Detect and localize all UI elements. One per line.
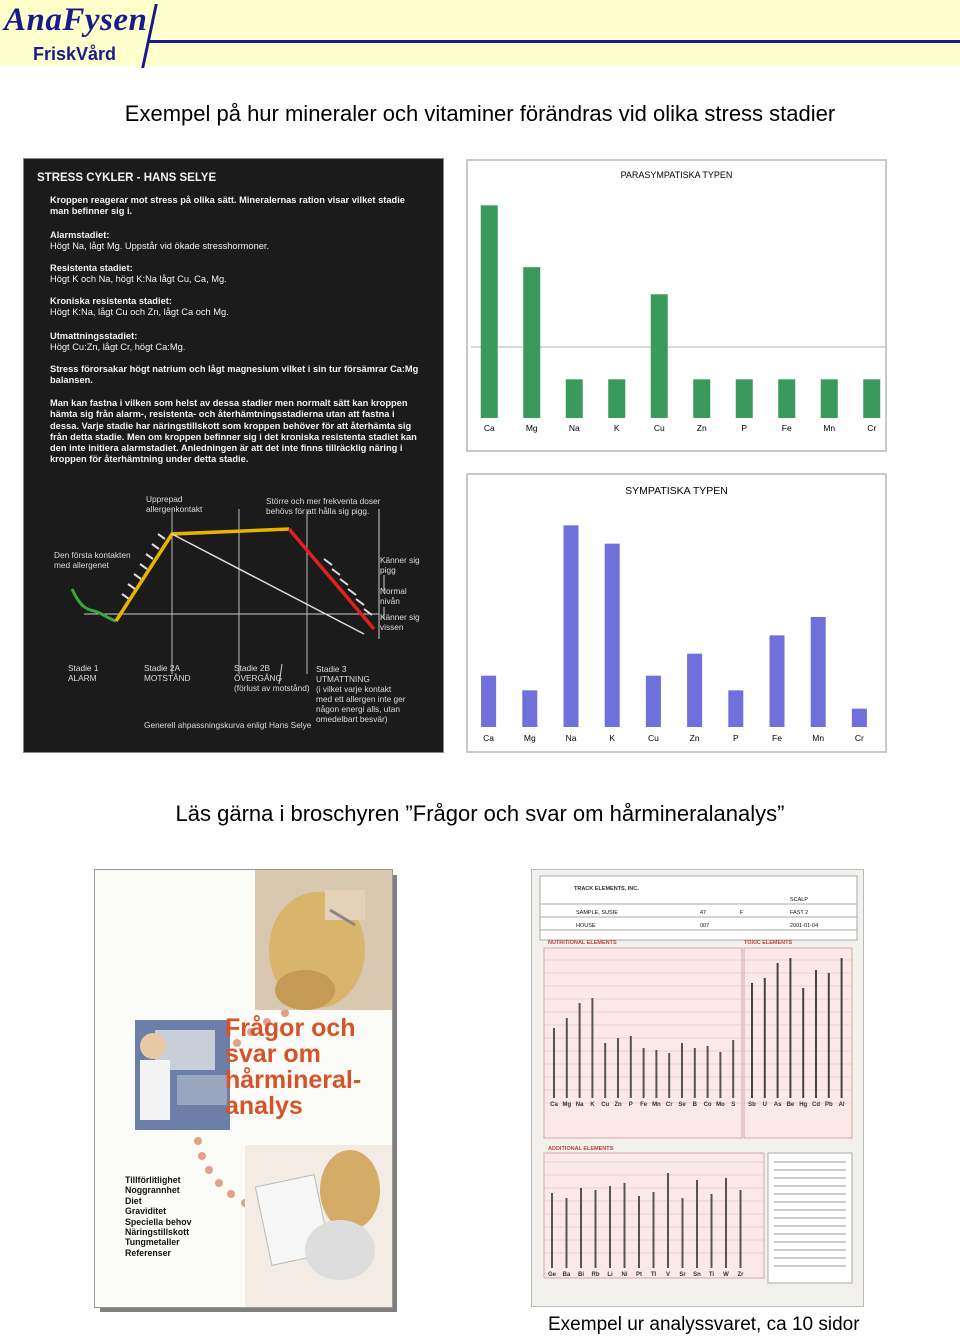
stage-name: Utmattningsstadiet: — [50, 331, 138, 341]
report-nutri-symbol: K — [590, 1102, 595, 1108]
chart-tick-label: P — [741, 423, 748, 433]
report-additional-symbol: Tl — [650, 1272, 657, 1278]
chart-tick-label: Fe — [781, 423, 792, 433]
chart-tick-label: Mg — [525, 423, 538, 433]
label-stadie2a-sub: MOTSTÅND — [144, 673, 191, 683]
report-additional-heading: ADDITIONAL ELEMENTS — [548, 1146, 614, 1152]
chart-title: SYMPATISKA TYPEN — [625, 485, 728, 497]
report-nutri-bar — [732, 1040, 734, 1098]
booklet-list-item: Graviditet — [125, 1206, 167, 1217]
booklet-title-line: analys — [225, 1092, 303, 1120]
report-toxic-bar — [802, 988, 804, 1098]
chart-bar — [687, 654, 702, 727]
stage-name: Kroniska resistenta stadiet: — [50, 296, 172, 306]
chart-tick-label: Zn — [689, 733, 700, 743]
label-upprepad: Upprepad allergenkontakt — [146, 494, 203, 514]
report-additional-symbol: Ba — [562, 1272, 571, 1278]
report-nutri-bar — [707, 1046, 709, 1098]
report-nutri-symbol: Na — [575, 1102, 584, 1108]
report-toxic-symbol: Sb — [748, 1102, 756, 1108]
report-toxic-bar — [828, 973, 830, 1098]
chart-tick-label: Ca — [483, 733, 495, 743]
selye-para2: Man kan fastna i vilken som helst av dessa stadier men normalt sätt kan kroppen hämta sig från alarm-, resistenta- och återhämtningsstadierna utan att fastna i dessa. Varje stadie har näringstillskott som kroppen behöver för att återhämta sig från detta stadie. Men om kroppen befinner sig i det kroniska resistenta stadiet kan den inte initiera alarmstadiet. Anledningen är att det inte finns tillräcklig näring i kroppen för återhämtning under detta stadie. — [50, 398, 417, 465]
stage-name: Resistenta stadiet: — [50, 263, 133, 273]
chart-tick-label: K — [613, 423, 620, 433]
report-account: 007 — [700, 923, 710, 929]
booklet-list-item: Speciella behov — [125, 1216, 192, 1227]
report-requested: HOUSE — [576, 923, 596, 929]
chart-tick-label: Mn — [823, 423, 836, 433]
report-nutri-bar — [681, 1043, 683, 1098]
report-nutri-bar — [719, 1052, 721, 1098]
label-stadie2b: Stadie 2B — [234, 663, 270, 673]
chart-tick-label: Cr — [854, 733, 864, 743]
report-nutri-bar — [617, 1038, 619, 1098]
chart-bar — [693, 379, 710, 418]
chart-bar — [651, 294, 668, 418]
chart-bar — [522, 690, 537, 727]
label-forsta: Den första kontakten med allergenet — [54, 550, 131, 570]
report-toxic-symbol: Hg — [799, 1102, 808, 1108]
report-nutri-bar — [668, 1053, 670, 1098]
chart-tick-label: Cu — [647, 733, 659, 743]
report-nutri-bar — [591, 998, 593, 1098]
report-additional-symbol: Sn — [693, 1272, 701, 1278]
report-nutri-bar — [566, 1018, 568, 1098]
report-nutri-bar — [604, 1043, 606, 1098]
report-nutri-symbol: Mg — [562, 1102, 572, 1108]
booklet-list-item: Referenser — [125, 1247, 171, 1258]
stage-text: Högt Na, lågt Mg. Uppstår vid ökade stresshormoner. — [50, 241, 270, 251]
page-title: Exempel på hur mineraler och vitaminer förändras vid olika stress stadier — [124, 101, 836, 126]
report-nutri-symbol: Ca — [550, 1102, 558, 1108]
chart-bar — [646, 676, 661, 727]
report-sample-type: SCALP — [790, 897, 809, 903]
selye-intro: Kroppen reagerar mot stress på olika sätt. Mineralernas ration visar vilket stadie man befinner sig i. — [50, 195, 405, 217]
chart-bar — [770, 635, 785, 727]
booklet-list-item: Näringstillskott — [125, 1227, 190, 1238]
logo-name: AnaFysen — [4, 2, 148, 38]
booklet-title-line: Frågor och — [225, 1014, 356, 1042]
logo-subtitle: FriskVård — [33, 44, 117, 64]
chart-tick-label: Cu — [653, 423, 665, 433]
report-metabolic: FAST 2 — [790, 910, 809, 916]
booklet-title-line: hårmineral- — [225, 1066, 362, 1094]
report-additional-bar — [740, 1190, 742, 1268]
chart-tick-label: Mn — [812, 733, 825, 743]
report-graph — [532, 870, 863, 1306]
report-toxic-bar — [789, 958, 791, 1098]
label-stadie3: Stadie 3 — [316, 664, 347, 674]
report-additional-symbol: Pt — [636, 1272, 642, 1278]
report-additional-bar — [667, 1173, 669, 1268]
booklet-cover — [94, 869, 393, 1308]
report-additional-bar — [566, 1198, 568, 1268]
chart-bar — [821, 379, 838, 418]
report-toxic-bar — [815, 970, 817, 1098]
chart-bar — [728, 690, 743, 727]
report-additional-symbol: Bi — [578, 1272, 584, 1278]
booklet-list-item: Diet — [125, 1195, 142, 1206]
report-nutri-grid — [544, 948, 742, 1138]
report-nutri-symbol: Se — [678, 1102, 686, 1108]
report-additional-symbol: Rb — [591, 1272, 600, 1278]
chart-bar — [811, 617, 826, 727]
report-additional-bar — [580, 1188, 582, 1268]
report-additional-bar — [725, 1178, 727, 1268]
chart-bar — [564, 525, 579, 727]
report-nutri-bar — [655, 1050, 657, 1098]
chart-tick-label: Mg — [523, 733, 536, 743]
chart-tick-label: Fe — [772, 733, 782, 743]
diagram-caption: Generell ahpassningskurva enligt Hans Selye — [144, 720, 312, 730]
label-stadie2b-sub: ÖVERGÅNG — [234, 673, 282, 683]
chart-bar — [608, 379, 625, 418]
report-nutri-symbol: Mo — [716, 1102, 725, 1108]
report-toxic-symbol: Al — [838, 1102, 845, 1108]
report-nutri-symbol: Cu — [601, 1102, 610, 1108]
label-kanner-vissen: Känner sig vissen — [380, 612, 420, 632]
report-additional-bar — [638, 1196, 640, 1268]
report-nutri-symbol: Mn — [652, 1102, 661, 1108]
booklet-list-item: Tillförlitlighet — [125, 1175, 181, 1185]
report-nutri-heading: NUTRITIONAL ELEMENTS — [548, 940, 617, 946]
report-additional-symbol: W — [723, 1272, 729, 1278]
report-additional-bar — [696, 1180, 698, 1268]
chart-bar — [852, 709, 867, 727]
report-toxic-symbol: As — [773, 1102, 782, 1108]
report-additional-bar — [711, 1194, 713, 1268]
chart-bar — [523, 267, 540, 418]
report-toxic-symbol: Be — [786, 1102, 795, 1108]
report-brand: TRACK ELEMENTS, INC. — [574, 886, 639, 892]
chart-bar — [605, 544, 620, 727]
parasympatiska-svg — [468, 161, 889, 454]
report-additional-symbol: Ti — [708, 1272, 715, 1278]
report-nutri-bar — [579, 1003, 581, 1098]
stage-text: Högt Cu:Zn, lågt Cr, högt Ca:Mg. — [50, 342, 186, 352]
report-additional-symbol: Sr — [679, 1272, 686, 1278]
report-sex: F — [740, 910, 744, 916]
parasympatiska-chart — [466, 159, 887, 452]
report-toxic-symbol: Cd — [812, 1102, 820, 1108]
stage-text: Högt K:Na, lågt Cu och Zn, lågt Ca och Mg. — [50, 307, 229, 317]
report-additional-bar — [551, 1193, 553, 1268]
report-nutri-symbol: P — [628, 1102, 633, 1108]
read-more-text: Läs gärna i broschyren ”Frågor och svar om hårmineralanalys” — [175, 801, 785, 826]
label-normal: Normal nivån — [380, 586, 407, 606]
chart-bar — [481, 676, 496, 727]
selye-panel — [23, 158, 444, 753]
report-additional-bar — [624, 1183, 626, 1268]
report-toxic-heading: TOXIC ELEMENTS — [744, 940, 793, 946]
chart-tick-label: Zn — [696, 423, 707, 433]
report-toxic-symbol: Pb — [824, 1102, 833, 1108]
report-nutri-symbol: Zn — [614, 1102, 622, 1108]
label-stadie3-note: (i vilket varje kontakt med ett allergen inte ger någon energi alls, utan omedelbart besvär) — [316, 684, 406, 724]
chart-title: PARASYMPATISKA TYPEN — [620, 170, 733, 180]
report-additional-symbol: Li — [607, 1272, 613, 1278]
report-nutri-symbol: S — [731, 1102, 736, 1108]
sympatiska-chart — [466, 473, 887, 753]
label-stadie2a: Stadie 2A — [144, 663, 180, 673]
report-toxic-bar — [777, 963, 779, 1098]
label-stadie2b-note: (förlust av motstånd) — [234, 683, 310, 693]
report-additional-symbol: V — [665, 1272, 671, 1278]
report-nutri-symbol: Co — [703, 1102, 712, 1108]
report-additional-bar — [653, 1192, 655, 1268]
booklet-title-line: svar om — [225, 1040, 321, 1068]
sympatiska-svg — [468, 475, 889, 755]
stage-name: Alarmstadiet: — [50, 230, 110, 240]
report-additional-bar — [682, 1198, 684, 1268]
report-additional-bar — [595, 1190, 597, 1268]
chart-bar — [778, 379, 795, 418]
chart-tick-label: Na — [565, 733, 577, 743]
report-nutri-symbol: Cr — [665, 1102, 673, 1108]
chart-tick-label: K — [609, 733, 616, 743]
chart-tick-label: Cr — [867, 423, 877, 433]
chart-bar — [481, 205, 498, 418]
selye-para1: Stress förorsakar högt natrium och lågt magnesium vilket i sin tur försämrar Ca:Mg balansen. — [50, 364, 419, 386]
report-toxic-bar — [764, 978, 766, 1098]
chart-tick-label: Ca — [483, 423, 495, 433]
label-kanner-pigg: Känner sig pigg — [380, 555, 420, 575]
report-additional-symbol: Ge — [547, 1272, 557, 1278]
report-additional-symbol: Ni — [621, 1272, 628, 1278]
chart-bar — [566, 379, 583, 418]
report-toxic-grid — [744, 948, 852, 1138]
report-patient: SAMPLE, SUSIE — [576, 910, 618, 916]
report-nutri-bar — [694, 1048, 696, 1098]
report-nutri-bar — [630, 1036, 632, 1098]
report-additional-symbol: Zr — [737, 1272, 744, 1278]
label-stadie1: Stadie 1 — [68, 663, 99, 673]
stage-text: Högt K och Na, högt K:Na lågt Cu, Ca, Mg. — [50, 274, 227, 284]
report-additional-bar — [609, 1186, 611, 1268]
chart-tick-label: Na — [568, 423, 580, 433]
report-date: 2001-01-04 — [790, 923, 819, 929]
report-toxic-bar — [751, 983, 753, 1098]
label-stadie1-sub: ALARM — [68, 673, 97, 683]
report-age: 47 — [700, 910, 707, 916]
chart-bar — [863, 379, 880, 418]
booklet-list-item: Tungmetaller — [125, 1237, 180, 1248]
header-rule — [148, 40, 960, 43]
label-stadie3-sub: UTMATTNING — [316, 674, 370, 684]
booklet-list-item: Noggrannhet — [125, 1185, 180, 1196]
report-nutri-symbol: Fe — [640, 1102, 648, 1108]
chart-tick-label: P — [732, 733, 739, 743]
selye-heading: STRESS CYKLER - HANS SELYE — [37, 172, 217, 184]
label-storre: Större och mer frekventa doser behövs för att hålla sig pigg. — [266, 496, 381, 516]
report-toxic-symbol: U — [762, 1102, 767, 1108]
report-nutri-bar — [643, 1048, 645, 1098]
analysis-report — [531, 869, 864, 1307]
report-caption: Exempel ur analyssvaret, ca 10 sidor — [548, 1314, 860, 1335]
report-nutri-symbol: B — [692, 1102, 697, 1108]
chart-bar — [736, 379, 753, 418]
report-toxic-bar — [841, 958, 843, 1098]
report-nutri-bar — [553, 1028, 555, 1098]
